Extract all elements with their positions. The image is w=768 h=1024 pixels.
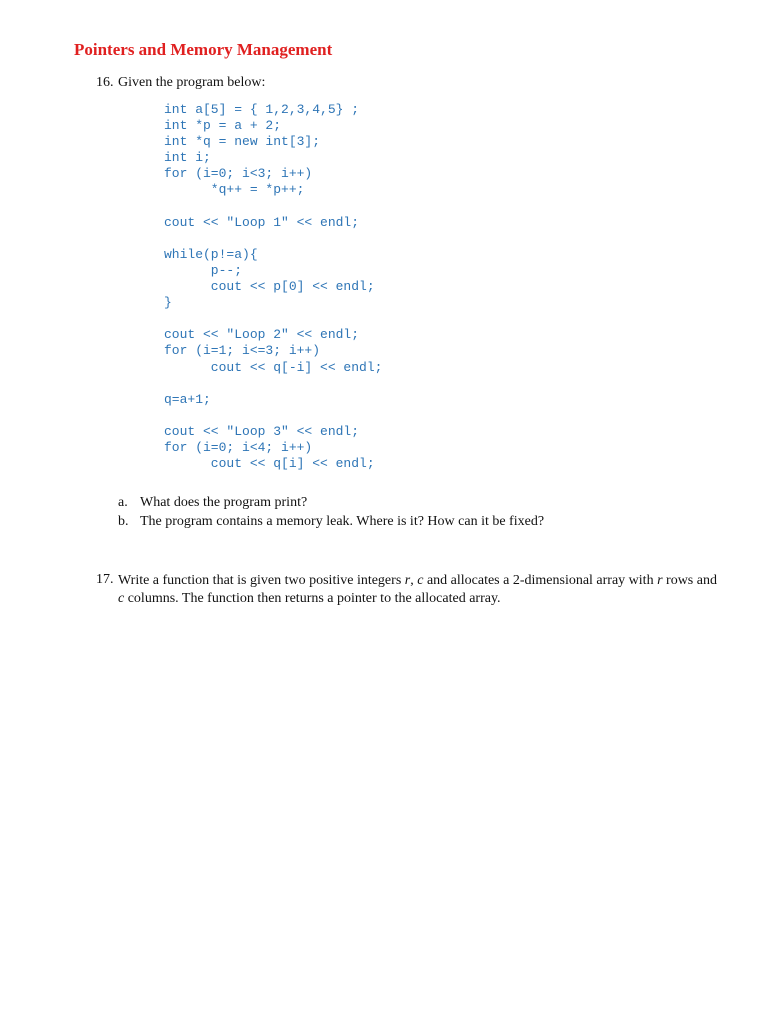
question-16-number: 16. — [96, 75, 114, 90]
section-title: Pointers and Memory Management — [74, 40, 333, 59]
question-17-text-part-4: columns. The function then returns a pointer to the allocated array. — [124, 591, 501, 606]
question-17-text — [118, 572, 718, 608]
question-17-text-part-2: and allocates a 2-dimensional array with — [423, 573, 658, 588]
variable-r: r — [404, 573, 411, 588]
question-17-text-part-3: rows and — [662, 573, 717, 588]
variable-r-second: r — [657, 573, 663, 588]
variable-c-second: c — [118, 591, 125, 606]
question-17-text-part-1: Write a function that is given two positive integers — [118, 573, 405, 588]
question-17-number: 17. — [96, 572, 114, 587]
code-block: int a[5] = { 1,2,3,4,5} ; int *p = a + 2; int *q = new int[3]; int i; for (i=0; i<3; i++) *q++ = *p++; cout << "Loop 1" << endl; while(p!=a){ p--; cout << p[0] << endl; } cout << "Loop 2" << endl; for (i=1; i<=3; i++) cout << q[-i] << endl; q=a+1; cout << "Loop 3" << endl; for (i=0; i<4; i++) cout << q[i] << endl; — [164, 102, 383, 472]
question-17-separator: , — [410, 573, 418, 588]
sub-question-a-text: What does the program print? — [140, 495, 308, 510]
question-16-prompt: Given the program below: — [118, 75, 266, 90]
sub-question-a-letter: a. — [118, 495, 128, 510]
sub-question-b-text: The program contains a memory leak. Where is it? How can it be fixed? — [140, 514, 545, 529]
variable-c: c — [417, 573, 424, 588]
sub-question-b-letter: b. — [118, 514, 129, 529]
